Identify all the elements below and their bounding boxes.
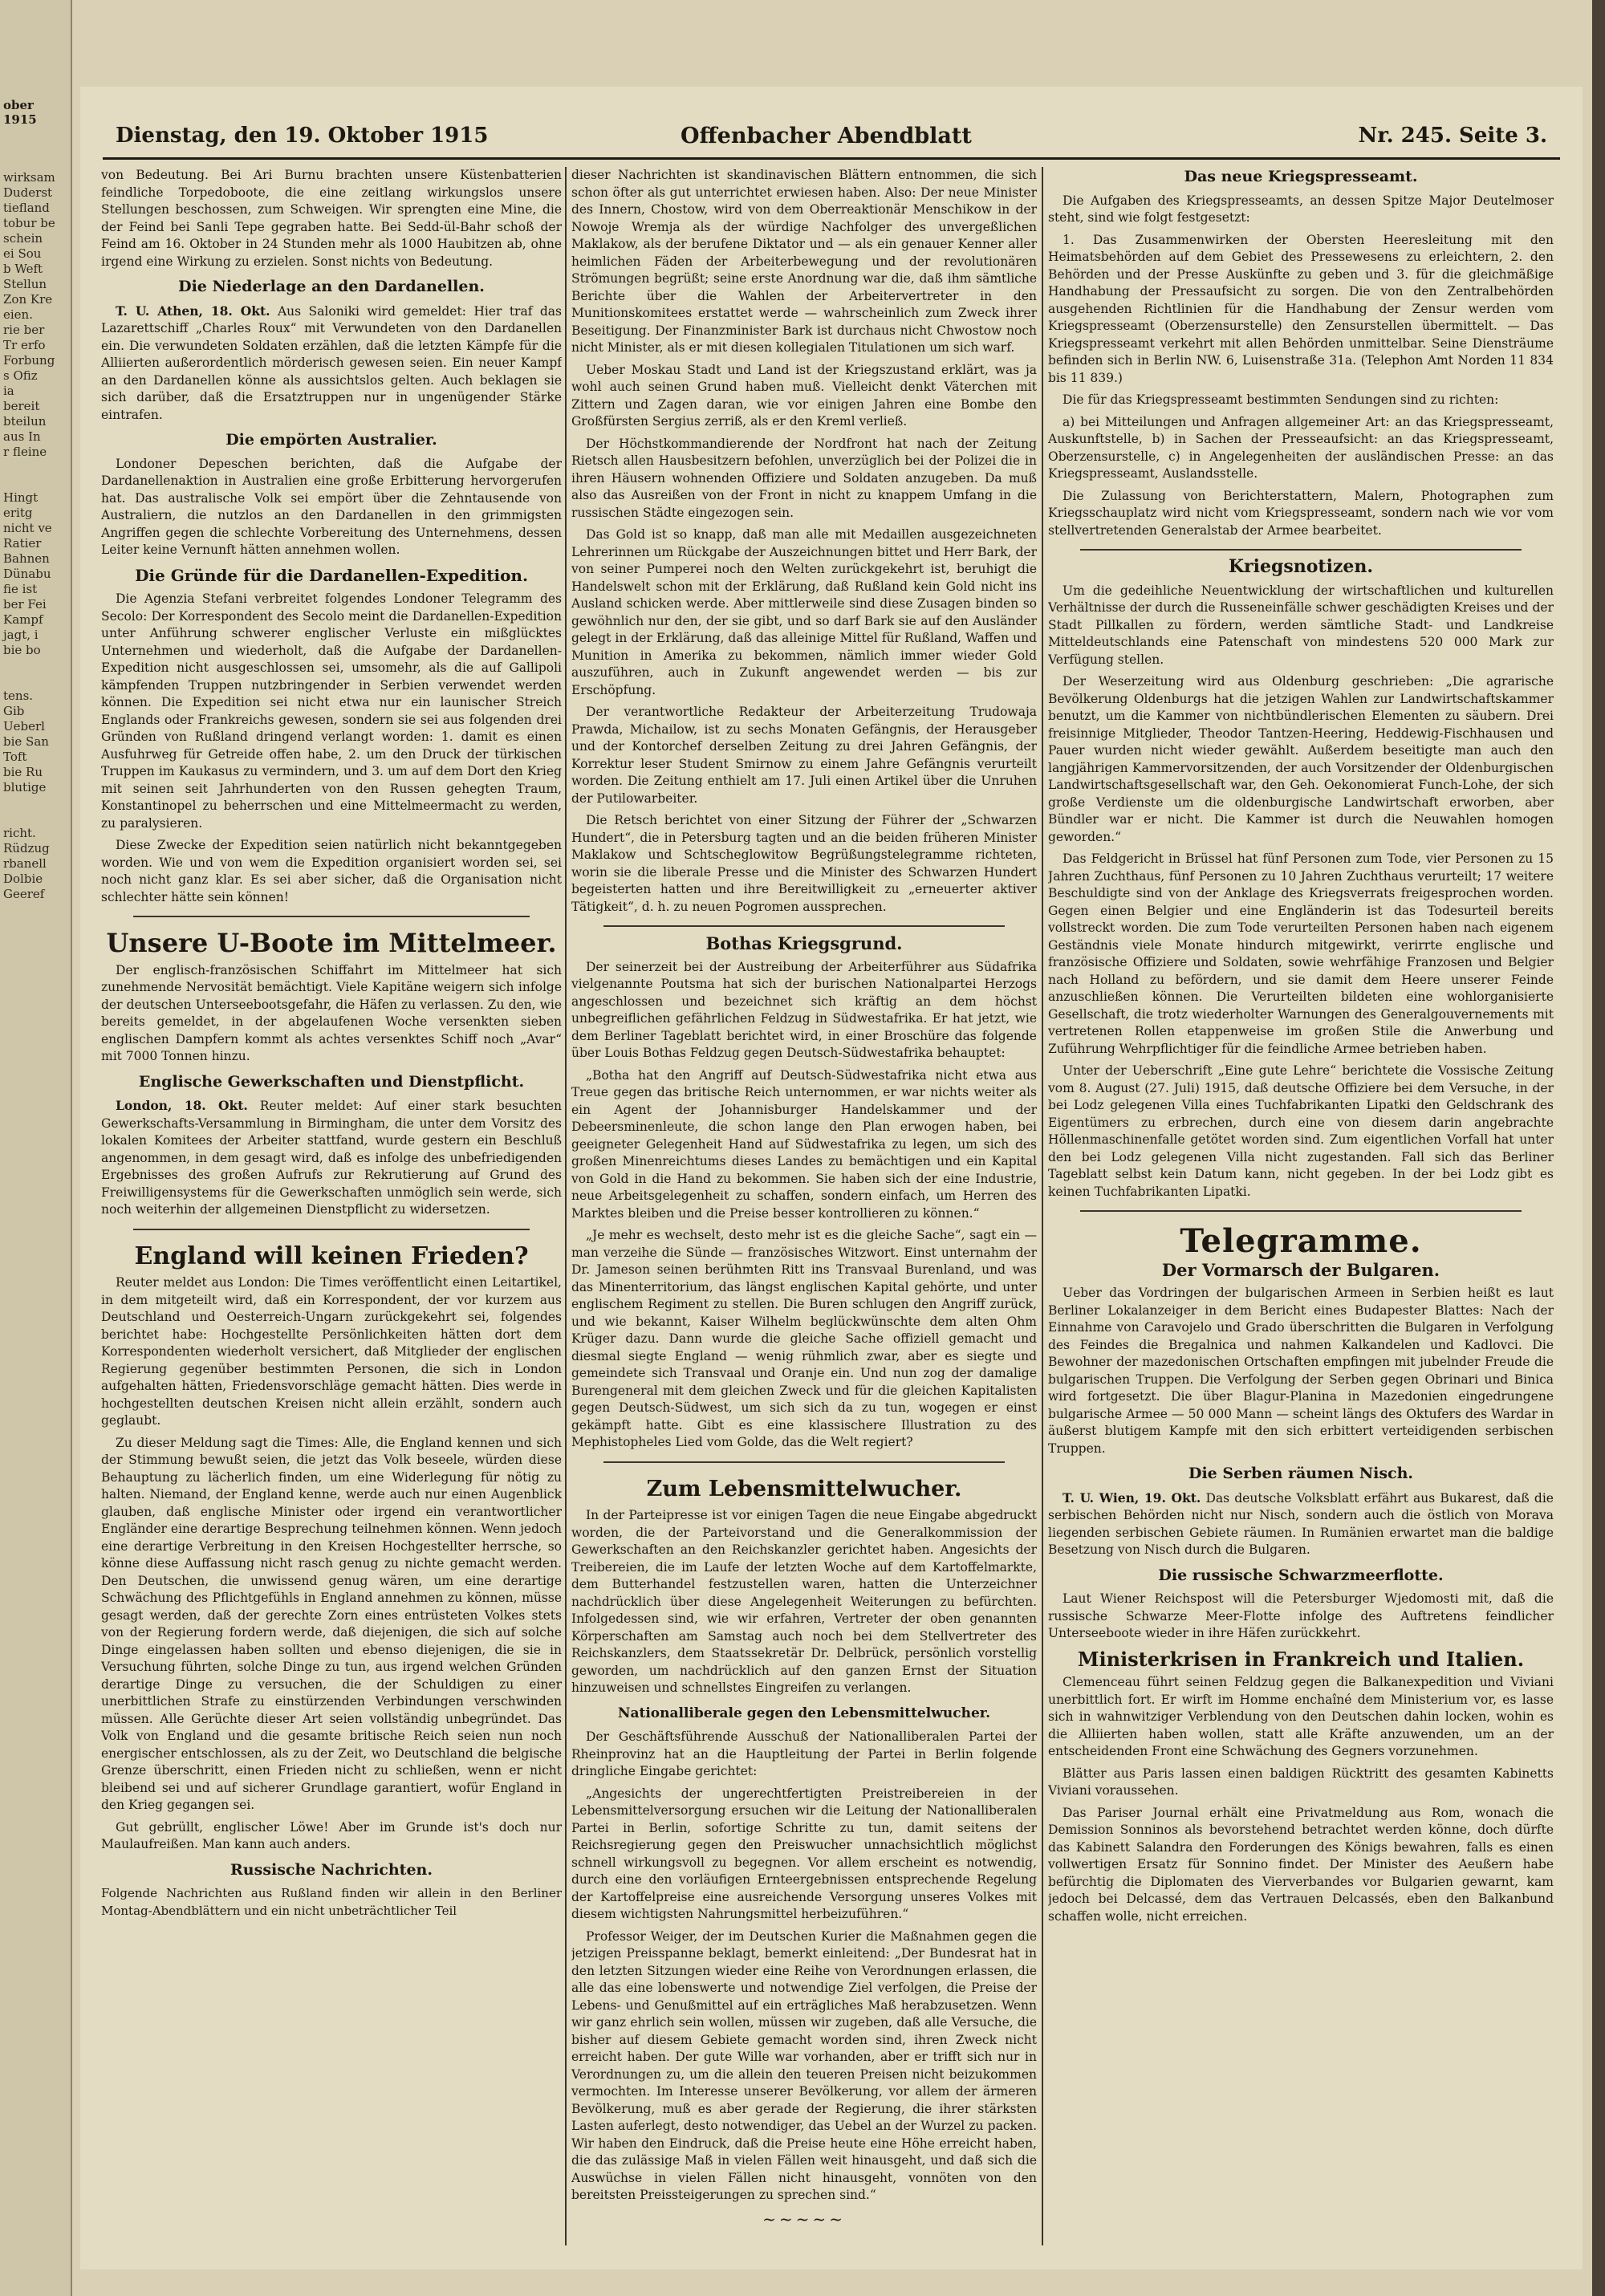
headline-telegramme: Telegramme.	[1180, 1222, 1422, 1260]
headline-gewerkschaften: Englische Gewerkschaften und Dienstpflicht.	[138, 1072, 525, 1091]
section-divider	[1080, 549, 1522, 551]
article-text: Aus Saloniki wird gemeldet: Hier traf das Lazarettschiff „Charles Roux“ mit Verwundeten von den Dardanellen ein. Die verwundeten Soldaten erzählen, daß die letzten Kämpfe für die Alliierten außerordentlich mörderisch gewesen seien. Ein neuer Kampf an den Dardanellen könne als aussichtslos gelten. Auch beklagen sie sich darüber, daß die Ersatztruppen nur in ungenügender Stärke eintrafen.	[101, 303, 562, 422]
article-text: Ueber Moskau Stadt und Land ist der Kriegszustand erklärt, was ja wohl auch seinen Grund haben muß. Vielleicht denkt Väterchen mit Zittern und Zagen daran, wie vor einigen Jahren eine Bombe den Großfürsten Sergius zerriß, als er den Kreml verließ.	[571, 362, 1037, 429]
article-text: Das Pariser Journal erhält eine Privatmeldung aus Rom, wonach die Demission Sonninos als bevorstehend betrachtet werden könne, doch dürfte das Kabinett Salandra den Forderungen des Königs bewahren, falls es einen vollwertigen Ersatz für Sonnino findet. Der Minister des Aeußern habe befürchtig die Diplomaten des Vierverbandes vor Bulgarien gewarnt, kam jedoch bei Delcassé, dem das Vertrauen Delcassés, eben den Balkanbund schaffen wolle, nicht erreichen.	[1048, 1805, 1554, 1924]
headline-nationalliberale: Nationalliberale gegen den Lebensmittelwucher.	[617, 1705, 991, 1721]
strip-fragment: richt.	[3, 826, 36, 840]
strip-fragment: Ueberl	[3, 719, 45, 734]
headline-russische: Russische Nachrichten.	[230, 1860, 433, 1879]
article-text: Die Agenzia Stefani verbreitet folgendes Londoner Telegramm des Secolo: Der Korrespondent des Secolo meint die Dardanellen-Expedition unter Anführung schwerer englischer Verluste ein mißglücktes Unternehmen und wiederholt, daß die Aufgabe der Dardanellen-Expedition nicht ausgeschlossen sei, umsomehr, als die auf Gallipoli kämpfenden Truppen nutzbringender in Serbien verwendet werden können. Die Expedition sei nicht etwa nur ein launischer Streich Englands oder Frankreichs gewesen, sondern sie sei aus folgenden drei Gründen von Rußland dringend verlangt worden: 1. damit es einen Ausfuhrweg für Getreide offen habe, 2. um den Druck der türkischen Truppen im Kaukasus zu vermindern, und 3. um auf dem Dort den Krieg mit seinen seit Jahrhunderten von den Russen gehegten Traum, Konstantinopel zu beherrschen und eine Mittelmeermacht zu werden, zu paralysieren.	[101, 591, 562, 831]
strip-fragment: Forbung	[3, 353, 55, 368]
headline-ministerkrisen: Ministerkrisen in Frankreich und Italien.	[1077, 1647, 1525, 1671]
strip-fragment: Toft	[3, 750, 27, 764]
article-text: Der Höchstkommandierende der Nordfront hat nach der Zeitung Rietsch allen Hausbesitzern befohlen, unverzüglich bei der Polizei die in ihren Häusern wohnenden Offiziere und Soldaten anzugeben. Da muß also das Ausreißen von der Front in nicht zu knappem Umfang in die russischen Städte eingezogen sein.	[571, 436, 1037, 520]
strip-fragment: Geeref	[3, 887, 45, 901]
article-text: von Bedeutung. Bei Ari Burnu brachten unsere Küstenbatterien feindliche Torpedoboote, die eine zeitlang wirkungslos unsere Stellungen beschossen, zum Schweigen. Wir sprengten eine Mine, die der Feind bei Sanli Tepe gegraben hatte. Bei Sedd-ül-Bahr schoß der Feind am 16. Oktober in 24 Stunden mehr als 1000 Haubitzen ab, ohne irgend eine Wirkung zu erzielen. Sonst nichts von Bedeutung.	[101, 168, 562, 269]
article-text: Diese Zwecke der Expedition seien natürlich nicht bekanntgegeben worden. Wie und von wem die Expedition organisiert worden sei, sei noch nicht ganz klar. Es sei aber sicher, daß die Organisation nicht schlechter hätte sein können!	[101, 838, 562, 904]
strip-fragment: ber Fei	[3, 597, 47, 612]
article-text: Die Zulassung von Berichterstattern, Malern, Photographen zum Kriegsschauplatz wird nicht vom Kriegspresseamt, sondern nach wie vor vom stellvertretenden Generalstab der Armee bearbeitet.	[1048, 488, 1554, 538]
strip-fragment: Dolbie	[3, 872, 43, 886]
article-text: Der Weserzeitung wird aus Oldenburg geschrieben: „Die agrarische Bevölkerung Oldenburgs hat die jetzigen Wahlen zur Landwirtschaftskammer benutzt, um die Kammer von nichtbündlerischen Elementen zu säubern. Drei freisinnige Mitglieder, Theodor Tantzen-Heering, Heddewig-Fischhausen und Pauer wurden nicht wieder gewählt. Außerdem beseitigte man auch den langjährigen Kammervorsitzenden, der auch Vorsitzender der Oldenburgischen Landwirtschaftsgesellschaft war, den Geh. Oekonomierat Funch-Lohe, der sich große Verdienste um die oldenburgische Landwirtschaft erworben, aber Bündler war er nicht. Die Kammer ist durch die Neuwahlen homogen geworden.“	[1048, 674, 1554, 844]
masthead-date: Dienstag, den 19. Oktober 1915	[116, 124, 489, 148]
headline-gruende: Die Gründe für die Dardanellen-Expedition.	[135, 565, 528, 585]
article-text: Das Gold ist so knapp, daß man alle mit Medaillen ausgezeichneten Lehrerinnen um Rückgabe der Auszeichnungen bittet und Herr Bark, der von seiner Pumperei noch den Welten zurückgekehrt ist, beruhigt die Handelswelt schon mit der Erklärung, daß Rußland kein Gold nicht ins Ausland schicken werde. Aber mittlerweile sind diese Zusagen binden so gewöhnlich nur den, der sie gibt, und so darf Bark sie auf den Ausländer gelegt in der Erklärung, daß das alleinige Mittel für Rußland, Waffen und Munition in Amerika zu bekommen, nämlich immer wieder Gold auszuführen, auch in Zukunft angewendet werden — bis zur Erschöpfung.	[571, 527, 1037, 697]
section-divider	[603, 1461, 1005, 1463]
article-text: dieser Nachrichten ist skandinavischen Blättern entnommen, die sich schon öfter als gut unterrichtet erwiesen haben. Also: Der neue Minister des Innern, Chostow, wird von dem Oberreaktionär Menschikow in der Nowoje Wremja als der würdige Nachfolger des unvergeßlichen Maklakow, als der berufene Diktator und — als ein genauer Kenner aller heimlichen Fäden der Arbeiterbewegung und der revolutionären Strömungen begrüßt; seine erste Anordnung war die, daß ihm sämtliche Berichte über die Wahlen der Arbeitervertreter in den Munitionskomitees erstattet werde — wahrscheinlich zum Zweck ihrer Beseitigung. Der Finanzminister Bark ist durchaus nicht Chwostow noch nicht Minister, als er mit diesen kollegialen Titulationen um sich warf.	[571, 168, 1037, 355]
article-text: Der Geschäftsführende Ausschuß der Nationalliberalen Partei der Rheinprovinz hat an die Hauptleitung der Partei in Berlin folgende dringliche Eingabe gerichtet:	[571, 1729, 1037, 1778]
column-2	[571, 167, 1037, 2253]
strip-fragment: Bahnen	[3, 551, 50, 566]
headline-kriegsnotizen: Kriegsnotizen.	[1228, 556, 1374, 577]
strip-fragment: nicht ve	[3, 521, 52, 535]
strip-block-b	[0, 490, 71, 658]
masthead	[103, 117, 1560, 160]
headline-kriegspresseamt: Das neue Kriegspresseamt.	[1184, 168, 1418, 185]
end-ornament: ~~~~~	[762, 2209, 846, 2229]
strip-fragment: bteilun	[3, 414, 47, 429]
masthead-issue: Nr. 245. Seite 3.	[1358, 124, 1547, 148]
article-text: Clemenceau führt seinen Feldzug gegen die Balkanexpedition und Viviani unerbittlich fort. Er wirft im Homme enchaîné dem Ministerium vor, es lasse sich in wahnwitziger Verblendung von den Deutschen dahin locken, wohin es die Alliierten haben wollen, statt alle Kräfte anzuwenden, um an der entscheidenden Front eine Schwächung des Gegners vorzunehmen.	[1048, 1675, 1554, 1758]
article-text: Die Retsch berichtet von einer Sitzung der Führer der „Schwarzen Hundert“, die in Petersburg tagten und an die beiden früheren Minister Maklakow und Schtscheglowitow Begrüßungstelegramme richteten, worin sie die liberale Presse und die Minister des Schwarzen Hundert begeisterten hatten und ihre Bereitwilligkeit zu „erneuerter aktiver Tätigkeit“, d. h. zu neuen Pogromen aussprechen.	[571, 813, 1037, 914]
strip-fragment: Kampf	[3, 612, 43, 627]
article-text: Reuter meldet aus London: Die Times veröffentlicht einen Leitartikel, in dem mitgeteilt wird, daß ein Korrespondent, der vor kurzem aus Deutschland und Oesterreich-Ungarn zurückgekehrt sei, folgendes berichtet habe: Hochgestellte Persönlichkeiten hätten dort dem Korrespondenten wiederholt versichert, daß Mitglieder der englischen Regierung gegenüber bestimmten Personen, die sich in London aufgehalten hätten, Friedensvorschläge gemacht hätten. Dies werde in hochgestellten deutschen Kreisen nicht allein erzählt, sondern auch geglaubt.	[101, 1275, 562, 1428]
article-text: Um die gedeihliche Neuentwicklung der wirtschaftlichen und kulturellen Verhältnisse der durch die Russeneinfälle schwer geschädigten Kreises und der Stadt Pillkallen zu fördern, werden sämtliche Stadt- und Landkreise Mitteldeutschlands eine Patenschaft von mindestens 520 000 Mark zur Verfügung stellen.	[1048, 583, 1554, 667]
article-text: a) bei Mitteilungen und Anfragen allgemeiner Art: an das Kriegspresseamt, Auskunftstelle, b) in Sachen der Presseaufsicht: an das Kriegspresseamt, Oberzensurstelle, c) in Angelegenheiten der ausländischen Presse: an das Kriegspresseamt, Auslandsstelle.	[1048, 414, 1554, 481]
article-text: Der verantwortliche Redakteur der Arbeiterzeitung Trudowaja Prawda, Michailow, ist zu sechs Monaten Gefängnis, der Herausgeber und der Kontorchef derselben Zeitung zu drei Jahren Gefängnis, der Korrektur leser Student Smirnow zu einem Jahre Gefängnis verurteilt worden. Die Zeitung enthielt am 17. Juli einen Artikel über die Unruhen der Putilowarbeiter.	[571, 705, 1037, 806]
article-text: Zu dieser Meldung sagt die Times: Alle, die England kennen und sich der Stimmung bewußt seien, die jetzt das Volk beseele, würden diese Behauptung zu lächerlich finden, um eine Widerlegung für nötig zu halten. Niemand, der England kenne, werde auch nur einen Augenblick glauben, daß englische Minister oder irgend ein verantwortlicher Engländer eine derartige Besprechung teilnehmen können. Wenn jedoch eine derartige Verbreitung in den Kreisen Hochgestellter herrsche, so könne diese Auffassung nicht rasch genug zu nichte gemacht werden. Den Deutschen, die unwissend genug wären, um eine derartige Schwächung des Pflichtgefühls in England annehmen zu können, müsse gesagt werden, daß der gerechte Zorn eines entrüsteten Volkes stets von der Regierung fordern werde, daß diejenigen, die sich auf solche Dinge eingelassen haben sollten und ebenso diejenigen, die sie in Versuchung führten, solche Dinge zu tun, aus irgend welchen Gründen derartige Dinge zu versuchen, die der Schuldigen zu einer unerbittlichen Strafe zu einstürzenden Verbindungen verschwinden müssen. Alle Gerüchte dieser Art seien vollständig unbegründet. Das Volk von England und die gesamte britische Reich seien nun noch energischer entschlossen, als zu der Zeit, wo Deutschland die belgische Grenze überschritt, einen Frieden nicht zu schließen, wenn er nicht bleibend sei und auf sicherer Grundlage garantiert, wofür England in den Krieg gegangen sei.	[101, 1435, 562, 1812]
article-text: „Angesichts der ungerechtfertigten Preistreibereien in der Lebensmittelversorgung ersuchen wir die Leitung der Nationalliberalen Partei in Berlin, sofortige Schritte zu tun, damit seitens der Reichsregierung gegen den Preiswucher unnachsichtlich möglichst schnell wirkungsvoll zu begegnen. Vor allem erscheint es notwendig, durch eine den vorläufigen Ernteergebnissen entsprechende Regelung der Kartoffelpreise eine ausreichende Versorgung unseres Volkes mit diesem wichtigsten Nahrungsmittel herbeizuführen.“	[571, 1786, 1037, 1921]
article-text	[101, 1097, 562, 1219]
strip-fragment: schein	[3, 231, 43, 246]
headline-bothas: Bothas Kriegsgrund.	[705, 933, 903, 953]
article-text: Das Feldgericht in Brüssel hat fünf Personen zum Tode, vier Personen zu 15 Jahren Zuchthaus, fünf Personen zu 10 Jahren Zuchthaus verurteilt; 17 weitere Beschuldigte sind von der Anklage des Kriegsverrats freigesprochen worden. Gegen einen Belgier und eine Engländerin ist das Todesurteil bereits vollstreckt worden. Die zum Tode verurteilten Personen haben nach eigenem Geständnis viele Monate hindurch mitgewirkt, verirrte englische und französische Offiziere und Soldaten, sowie wehrfähige Franzosen und Belgier nach Holland zu befördern, und sie damit dem Heere unserer Feinde anzuschließen können. Die Verurteilten bildeten eine wohlorganisierte Gesellschaft, die trotz wiederholter Warnungen des Generalgouvernements mit vertretenen Rollen etappenweise im großen Stile die Anwerbung und Zuführung Wehrpflichtiger für die feindliche Armee betrieben haben.	[1048, 851, 1554, 1056]
dateline: T. U. Athen, 18. Okt.	[116, 303, 270, 319]
strip-fragment: Duderst	[3, 185, 53, 200]
column-1	[101, 167, 562, 2253]
column-rule	[565, 167, 567, 2245]
headline-lebensmittel: Zum Lebensmittelwucher.	[646, 1476, 962, 1502]
dateline: London, 18. Okt.	[116, 1098, 248, 1113]
article-text: Folgende Nachrichten aus Rußland finden wir allein in den Berliner Montag-Abendblättern und ein nicht unbeträchtlicher Teil	[101, 1886, 562, 1918]
headline-niederlage: Die Niederlage an den Dardanellen.	[178, 278, 485, 295]
column-3	[1048, 167, 1554, 2253]
headline-frieden: England will keinen Frieden?	[134, 1241, 529, 1270]
strip-fragment: Stellun	[3, 277, 47, 291]
article-text: „Je mehr es wechselt, desto mehr ist es die gleiche Sache“, sagt ein — man verzeihe die Sünde — französisches Witzwort. Einst unternahm der Dr. Jameson seinen berühmten Ritt ins Transvaal Burenland, und was das Minenterritorium, das längst englischen Kapital gehörte, und unter englischem Regiment zu stellen. Die Buren schlugen den Angriff zurück, und wie bekannt, Kaiser Wilhelm beglückwünschte dem alten Ohm Krüger dazu. Dann wurde die gleiche Sache offiziell gemacht und diesmal siegte England — wenig rühmlich zwar, aber es siegte und gemeindete sich Transvaal und Oranje ein. Und nun zog der damalige Burengeneral mit dem gleichen Zweck und für die gleichen Kapitalisten gegen Deutsch-Südwest, um sich sich da zu tun, wogegen er einst gekämpft hatte. Gibt es eine klassischere Illustration zu des Mephistopheles Lied vom Golde, das die Welt regiert?	[571, 1228, 1037, 1449]
headline-nisch: Die Serben räumen Nisch.	[1188, 1465, 1414, 1482]
article-text: In der Parteipresse ist vor einigen Tagen die neue Eingabe abgedruckt worden, die der Parteivorstand und die Generalkommission der Gewerkschaften an den Reichskanzler gerichtet haben. Angesichts der Treibereien, die im Laufe der letzten Woche auf dem Kartoffelmarkte, dem Butterhandel festzustellen waren, hatten die Unterzeichner nachdrücklich über diese Angelegenheit Weiterungen zu befürchten. Infolgedessen sind, wie wir erfahren, Vertreter der oben genannten Körperschaften am Samstag auch noch bei dem Stellvertreter des Reichskanzlers, dem Staatssekretär Dr. Delbrück, persönlich vorstellig geworden, um nachdrücklich auf den ganzen Ernst der Situation hinzuweisen und schnellstes Eingreifen zu verlangen.	[571, 1508, 1037, 1695]
dateline: T. U. Wien, 19. Okt.	[1063, 1489, 1201, 1506]
strip-fragment: Dünabu	[3, 567, 51, 581]
strip-fragment: tobur be	[3, 216, 55, 230]
article-text: 1. Das Zusammenwirken der Obersten Heeresleitung mit den Heimatsbehörden auf dem Gebiet des Pressewesens zu erleichtern, 2. den Behörden und der Presse Auskünfte zu geben und 3. für die gleichmäßige Handhabung der Pressaufsicht zu sorgen. Die von den Zentralbehörden ausgehenden Richtlinien für die Handhabung der Zensur werden vom Kriegspresseamt (Oberzensurstelle) den Zensurstellen übermittelt. — Das Kriegspresseamt verkehrt mit allen Behörden unmittelbar. Seine Diensträume befinden sich in Berlin NW. 6, Luisenstraße 31a. (Telephon Amt Norden 11 834 bis 11 839.)	[1048, 232, 1554, 385]
page-edge-shadow	[1592, 0, 1605, 2296]
article-text: Die für das Kriegspresseamt bestimmten Sendungen sind zu richten:	[1063, 392, 1499, 407]
strip-fragment: wirksam	[3, 170, 55, 185]
article-text: Blätter aus Paris lassen einen baldigen Rücktritt des gesamten Kabinetts Viviani voraussehen.	[1048, 1766, 1554, 1798]
article-text: Laut Wiener Reichspost will die Petersburger Wjedomosti mit, daß die russische Schwarze Meer-Flotte infolge des Auftretens feindlicher Unterseeboote wieder in ihre Häfen zurückkehrt.	[1048, 1591, 1554, 1640]
strip-fragment: b Weft	[3, 262, 43, 276]
strip-fragment: tens.	[3, 689, 34, 703]
article-text: Der englisch-französischen Schiffahrt im Mittelmeer hat sich zunehmende Nervosität bemächtigt. Viele Kapitäne weigern sich infolge der deutschen Unterseebootsgefahr, die Häfen zu verlassen. Zu den, wie bereits gemeldet, in der abgelaufenen Woche versenkten sieben englischen Dampfern kommt als achtes versenktes Schiff noch „Avar“ mit 7000 Tonnen hinzu.	[101, 962, 562, 1063]
article-text	[1048, 1489, 1554, 1559]
column-rule	[1042, 167, 1043, 2245]
strip-fragment: eien.	[3, 307, 33, 322]
strip-fragment: bereit	[3, 399, 40, 413]
article-text: Unter der Ueberschrift „Eine gute Lehre“ berichtete die Vossische Zeitung vom 8. August (27. Juli) 1915, daß deutsche Offiziere bei dem Versuche, in der bei Lodz gelegenen Villa eines Tuchfabrikanten Lipatki den Geldschrank des Eigentümers zu erbrechen, durch eine von diesem darin angebrachte Höllenmaschinenfalle getötet worden sind. Zum eigentlichen Vorfall hat unter den bei Lodz gelegenen Villa nicht zugestanden. Fall sich das Berliner Tageblatt selbst kein Datum kann, nicht gegeben. In der bei Lodz gibt es keinen Tuchfabrikanten Lipatki.	[1048, 1063, 1554, 1199]
strip-fragment: ei Sou	[3, 246, 42, 261]
strip-fragment: blutige	[3, 780, 47, 794]
strip-fragment: bie San	[3, 734, 49, 749]
strip-block-d	[0, 826, 71, 902]
article-text: Der seinerzeit bei der Austreibung der Arbeiterführer aus Südafrika vielgenannte Poutsma hat sich der burischen Nationalpartei Herzogs angeschlossen und bezeichnet sich kräftig an dem höchst unbegreiflichen gefährlichen Feldzug in Südwestafrika. Er hat jetzt, wie dem Berliner Tageblatt berichtet wird, in einer Broschüre das folgende über Louis Bothas Feldzug gegen Deutsch-Südwestafrika behauptet:	[571, 959, 1037, 1060]
article-text: Londoner Depeschen berichten, daß die Aufgabe der Dardanellenaktion in Australien eine große Erbitterung hervorgerufen hat. Das australische Volk sei empört über die Zehntausende von Australiern, die nutzlos an den Dardanellen in den grimmigsten Angriffen gegen die schlechte Vorbereitung des Unternehmens, dessen Leiter keine Vernunft hätten annehmen wollen.	[101, 456, 562, 557]
strip-fragment: Zon Kre	[3, 292, 53, 307]
headline-uboote: Unsere U-Boote im Mittelmeer.	[106, 928, 557, 958]
strip-fragment: Tr erfo	[3, 338, 46, 352]
article-text: Professor Weiger, der im Deutschen Kurier die Maßnahmen gegen die jetzigen Preisspanne beklagt, bemerkt einleitend: „Der Bundesrat hat in den letzten Sitzungen wieder eine Reihe von Verordnungen erlassen, die alle das eine lobenswerte und notwendige Ziel verfolgen, die Preise der Lebens- und Genußmittel auf ein erträgliches Maß herabzusetzen. Wenn wir ganz ehrlich sein wollen, müssen wir zugeben, daß alle Versuche, die bisher auf diesem Gebiete gemacht worden sind, ihren Zweck nicht erreicht haben. Der gute Wille war vorhanden, aber er trifft sich nur in Verordnungen zu, um die allein den teueren Preisen nicht beizukommen vermochten. Im Interesse unserer Bevölkerung, vor allem der ärmeren Bevölkerung, muß es aber gerade der Regierung, die ihrer stärksten Lasten auferlegt, desto notwendiger, das Uebel an der Wurzel zu packen. Wir haben den Eindruck, daß die Preise heute eine Höhe erreicht haben, die das zulässige Maß in vielen Fällen weit hinausgeht, und daß sich die Auswüchse in vielen Fällen nicht hinausgeht, vonnöten von den bereitsten Preissteigerungen zu sprechen sind.“	[571, 1928, 1037, 2202]
article-text: Die Aufgaben des Kriegspresseamts, an dessen Spitze Major Deutelmoser steht, sind wie folgt festgesetzt:	[1048, 193, 1554, 225]
section-divider	[1080, 1210, 1522, 1212]
newspaper-page	[80, 87, 1583, 2270]
strip-fragment: ia	[3, 384, 14, 398]
strip-fragment: rbanell	[3, 856, 47, 871]
strip-fragment: tiefland	[3, 201, 50, 215]
adjacent-page-strip	[0, 0, 72, 2296]
article-text: Das deutsche Volksblatt erfährt aus Bukarest, daß die serbischen Behörden nicht nur Nisch, sondern auch die östlich von Morava liegenden serbischen Gebiete räumen. In Rumänien erwartet man die baldige Besetzung von Nisch durch die Bulgaren.	[1048, 1490, 1554, 1557]
strip-fragment: Hingt	[3, 490, 39, 505]
strip-fragment: aus In	[3, 429, 41, 444]
article-text: Gut gebrüllt, englischer Löwe! Aber im Grunde ist's doch nur Maulaufreißen. Man kann auch anders.	[101, 1819, 562, 1851]
strip-block-a	[0, 170, 71, 460]
article-text	[101, 303, 562, 425]
strip-fragment: Gib	[3, 704, 25, 718]
headline-australier: Die empörten Australier.	[226, 431, 437, 449]
strip-fragment: fie ist	[3, 582, 38, 596]
strip-fragment: r fleine	[3, 445, 47, 459]
section-divider	[133, 916, 530, 917]
headline-flotte: Die russische Schwarzmeerflotte.	[1158, 1566, 1444, 1584]
strip-fragment: Ratier	[3, 536, 42, 551]
strip-fragment: eritg	[3, 506, 33, 520]
strip-fragment: jagt, i	[3, 628, 39, 642]
article-text: Reuter meldet: Auf einer stark besuchten Gewerkschafts-Versammlung in Birmingham, die unter dem Vorsitz des lokalen Komitees der Arbeiter stattfand, wurde gestern ein Beschluß angenommen, in dem gesagt wird, daß es infolge des unbefriedigenden Ergebnisses des großen Aufrufs zur Rekrutierung auf Grund des Freiwilligensystems für die Gewerkschaften unmöglich sein werde, sich noch weiterhin der allgemeinen Dienstpflicht zu widersetzen.	[101, 1099, 562, 1217]
masthead-title: Offenbacher Abendblatt	[681, 124, 972, 148]
section-divider	[603, 925, 1005, 927]
strip-fragment: s Ofiz	[3, 368, 38, 383]
headline-bulgaren: Der Vormarsch der Bulgaren.	[1161, 1259, 1440, 1280]
article-text: „Botha hat den Angriff auf Deutsch-Südwestafrika nicht etwa aus Treue gegen das britische Reich unternommen, er war nichts weiter als ein Agent der Johannisburger Handelskammer und der Debeersminenleute, die schon lange den Plan erwogen haben, bei geeigneter Gelegenheit Hand auf Südwestafrika zu legen, um sich des großen Minenreichtums dieses Landes zu bemächtigen und ein Kapital von Gold in die Hand zu bekommen. Sie haben sich der eine Industrie, neue Arbeitsgelegenheit zu schaffen, sondern einfach, um Herren des Marktes bleiben und die Preise besser kontrollieren zu können.“	[571, 1067, 1037, 1221]
strip-block-c	[0, 689, 71, 795]
strip-fragment: bie bo	[3, 643, 41, 657]
strip-header: ober 1915	[3, 98, 37, 127]
strip-fragment: bie Ru	[3, 765, 43, 779]
strip-fragment: Rüdzug	[3, 841, 50, 855]
article-text: Ueber das Vordringen der bulgarischen Armeen in Serbien heißt es laut Berliner Lokalanzeiger in dem Bericht eines Budapester Blattes: Nach der Einnahme von Caravojelo und Grado überschritten die Bulgaren in Verfolgung des Feindes die Bregalnica und nahmen Kalkandelen und Kadlovci. Die Bewohner der mazedonischen Ortschaften empfingen mit jubelnder Freude die bulgarischen Truppen. Die Verfolgung der Serben gegen Obrinari und Binica wird fortgesetzt. Die über Blagur-Planina in Mazedonien eingedrungene bulgarische Armee — 50 000 Mann — scheint längs des Oktufers des Wardar in äußerst blutigem Kampfe mit den sich erbittert verteidigenden serbischen Truppen.	[1048, 1286, 1554, 1456]
strip-fragment: rie ber	[3, 323, 45, 337]
section-divider	[133, 1229, 530, 1230]
